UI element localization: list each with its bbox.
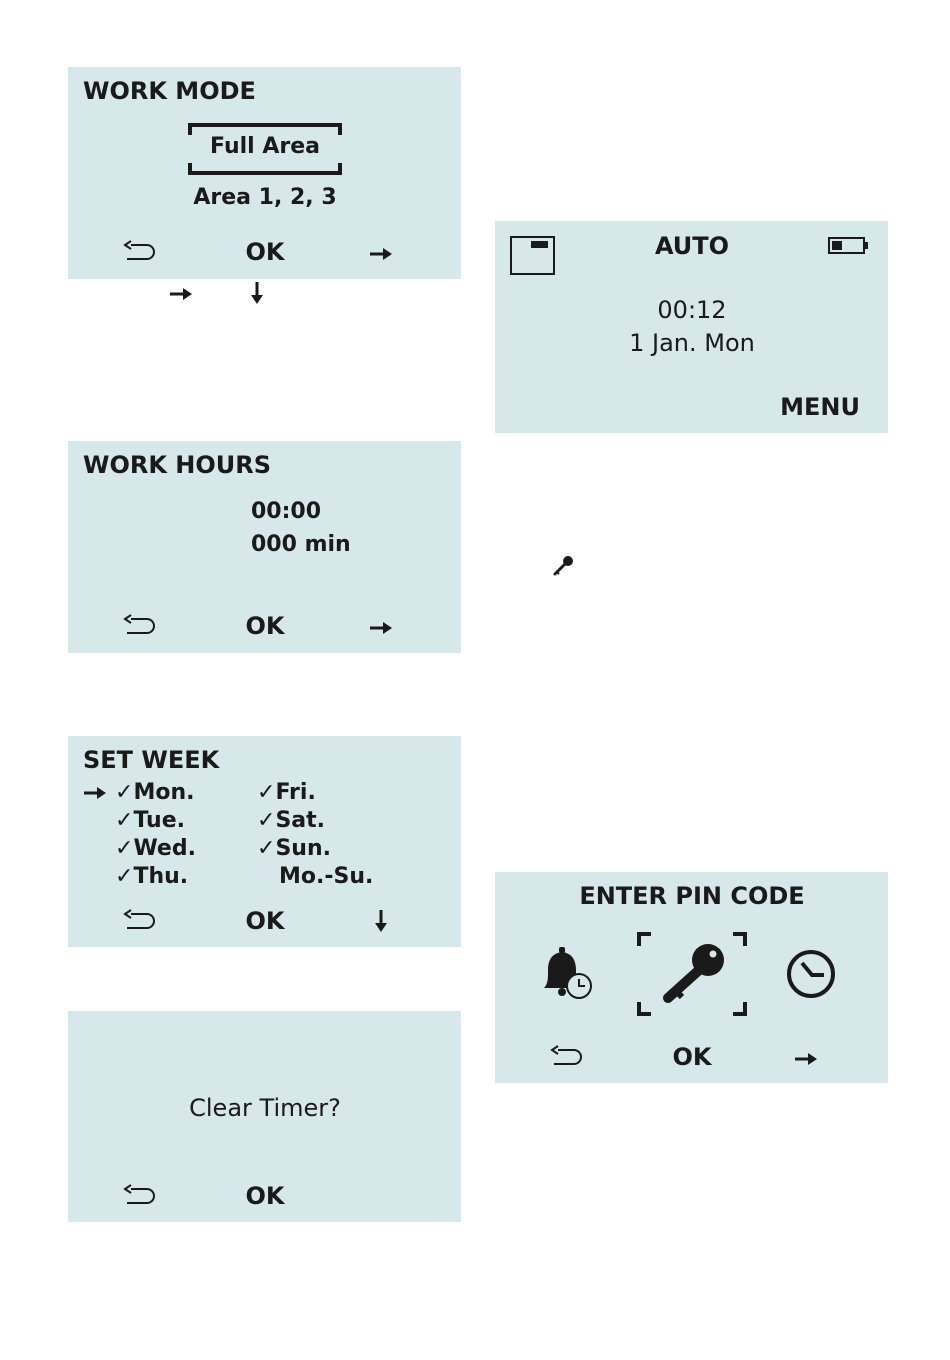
clock-date: 1 Jan. Mon [629, 329, 755, 357]
work-hours-duration[interactable]: 000 min [251, 532, 351, 557]
check-icon: ✓ [115, 780, 134, 805]
work-mode-screen [68, 67, 461, 279]
ok-button[interactable]: OK [245, 1182, 285, 1210]
ok-button[interactable]: OK [672, 1043, 712, 1071]
bell-clock-icon[interactable] [539, 946, 595, 1002]
back-arrow-icon[interactable] [123, 615, 159, 635]
down-arrow-icon [250, 282, 264, 306]
day-tue[interactable]: ✓Tue. [115, 808, 185, 833]
day-sun[interactable]: ✓Sun. [257, 836, 331, 861]
check-icon: ✓ [257, 808, 276, 833]
key-icon [552, 554, 576, 578]
back-arrow-icon[interactable] [123, 241, 159, 261]
day-sat[interactable]: ✓Sat. [257, 808, 326, 833]
pin-code-title: ENTER PIN CODE [579, 882, 805, 910]
day-mon[interactable]: ✓Mon. [115, 780, 195, 805]
mode-label: AUTO [654, 232, 730, 260]
pin-code-screen [495, 872, 888, 1083]
check-icon: ✓ [257, 780, 276, 805]
check-icon: ✓ [115, 864, 134, 889]
option-area-123[interactable]: Area 1, 2, 3 [193, 185, 337, 210]
key-icon[interactable] [660, 940, 730, 1006]
work-mode-title: WORK MODE [83, 77, 256, 105]
check-icon: ✓ [115, 836, 134, 861]
clear-timer-prompt: Clear Timer? [189, 1094, 341, 1122]
work-hours-screen [68, 441, 461, 653]
right-arrow-icon[interactable] [370, 621, 394, 635]
day-wed[interactable]: ✓Wed. [115, 836, 196, 861]
work-hours-title: WORK HOURS [83, 451, 272, 479]
menu-button[interactable]: MENU [780, 393, 860, 421]
ok-button[interactable]: OK [245, 612, 285, 640]
check-icon: ✓ [115, 808, 134, 833]
clock-icon[interactable] [785, 948, 837, 1000]
back-arrow-icon[interactable] [123, 910, 159, 930]
work-hours-time[interactable]: 00:00 [251, 499, 322, 524]
ok-button[interactable]: OK [245, 238, 285, 266]
down-arrow-icon[interactable] [374, 910, 388, 934]
clock-time: 00:12 [657, 296, 727, 324]
option-full-area[interactable]: Full Area [210, 134, 320, 159]
set-week-title: SET WEEK [83, 746, 220, 774]
window-icon [510, 236, 556, 276]
right-arrow-icon[interactable] [370, 247, 394, 261]
check-icon: ✓ [257, 836, 276, 861]
right-arrow-icon [84, 786, 108, 800]
right-arrow-icon[interactable] [795, 1052, 819, 1066]
day-mo-su[interactable]: Mo.-Su. [279, 864, 374, 889]
day-fri[interactable]: ✓Fri. [257, 780, 316, 805]
day-thu[interactable]: ✓Thu. [115, 864, 189, 889]
right-arrow-icon [170, 287, 194, 301]
back-arrow-icon[interactable] [123, 1185, 159, 1205]
clear-timer-screen [68, 1011, 461, 1222]
home-screen [495, 221, 888, 433]
back-arrow-icon[interactable] [550, 1046, 586, 1066]
battery-icon [828, 237, 870, 255]
set-week-screen [68, 736, 461, 947]
ok-button[interactable]: OK [245, 907, 285, 935]
